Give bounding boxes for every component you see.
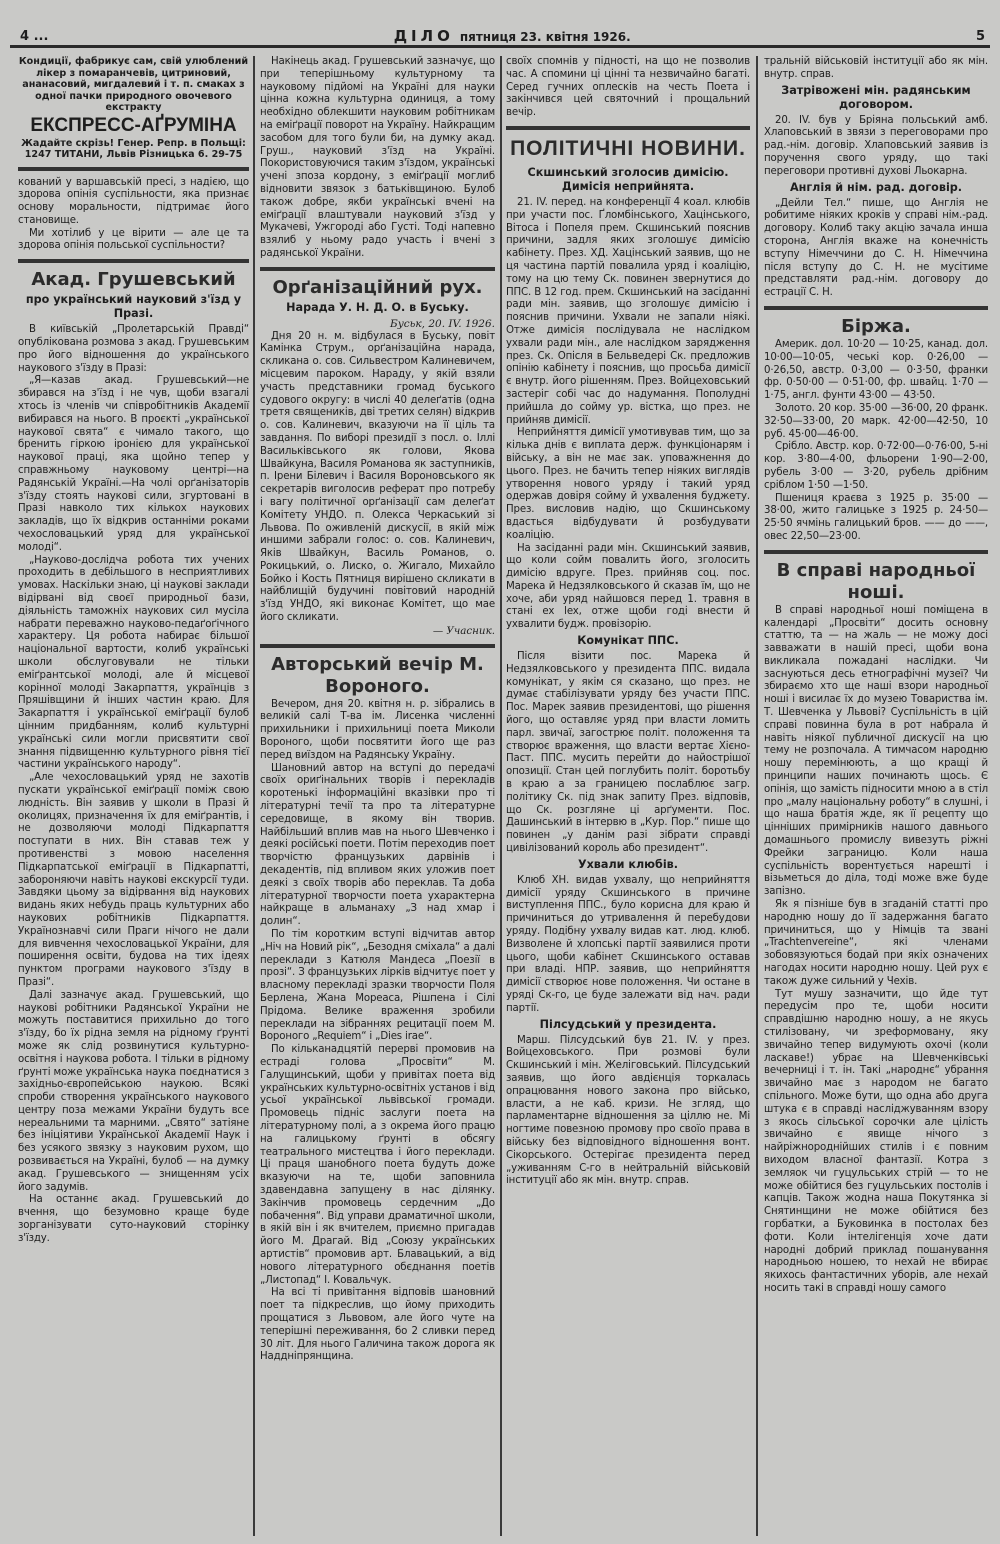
- article-paragraph: Золото. 20 кор. 35·00 —36·00, 20 франк. 32·50—33·00, 20 марк. 42·00—42·50, 10 руб. 45·00—46·00.: [764, 402, 988, 440]
- page-marker-left: 4 ...: [20, 28, 49, 44]
- article-paragraph: Як я пізніше був в згаданій статті про народню ношу до її задержання багато причиниться, що у Німців та звані „Trachtenvereine“, які членами зобовязуються бодай при якіх означених нагодах носити народню ношу. Цей рух є також дуже сильний у Чехів.: [764, 899, 988, 987]
- article-paragraph: 20. IV. був у Бріяна польський амб. Хлаповський в звязи з переговорами про рад.-нім. договір. Хлаповський заявив із поручення свого уряду, що такі переговори противні духові Льокарна.: [764, 114, 988, 177]
- article-paragraph: Марш. Пілсудський був 21. IV. у през. Войцеховського. При розмові були Скшинський і мін. Желіговський. Пілсудський заявив, що його авдієнція торкалась опрацювання нового закона про військо, власти, а не каб. кризи. Не згляд, що парламентарне відношення за ціллю не. Мі ногтиме повезною промову про своїо прaвa в війську без відповідного відношення вонт. Сікорського. Остерігає президента перед „уживанням С-го в нейтральній військовій інституції або як мін. внутр. справ.: [506, 1034, 750, 1187]
- article-paragraph: Дня 20 н. м. відбулася в Буську, повіт Камінка Струм., орґанізаційна нарада, скликана о. сов. Сильвестром Калиневичем, місцевим пароком. Нараду, у якій взяли участь представники громад буського судового округу: в числі 40 делеґатів (одна третя священиків, дві третих селян) відкрив о. сов. Калиневич, вказуючи на її ціль та завдання. По виборі президії з посл. о. Іллі Васильківського як голови, Якова Швайкуна, Василя Романова як заступників, п. Ірени Білевич і Василя Вороновського як секретарів виголосив реферат про потребу і вагу політичної орґанізації сам делеґат Комітету УНДО. п. Олекса Черкаський зі Львова. По оживленій дискусії, в якій між иншими забрали голос: о. сов. Калиневич, Яків Швайкун, Василь Романов, о. Рокицький, о. Лиско, о. Жигало, Михайло Бойко і Кость Пятниця вирішено скликати в найблищій будучині повітовий народній з'їзд УНДО, які виконає Комітет, що мае його скликати.: [260, 330, 495, 624]
- article-subheadline: Пілсудський у президента.: [539, 1017, 717, 1031]
- article-paragraph: Америк. дол. 10·20 — 10·25, канад. дол. 10·00—10·05, чеські кор. 0·26,00 — 0·26,50, австр. 0·3,00 — 0·3·50, франки фр. 0·50·00 — 0·51·00, фр. швайц. 1·70 — 1·75, англ. фунти 43·00 — 43·50.: [764, 338, 988, 402]
- article-paragraph: В справі народньої ноші поміщена в календарі „Просвіти“ досить основну статтю, та — на жаль — не можу досі завважати в нашій пресі, щоби вона викликала пожадані наслідки. Чи заснуються десь етнографічні музеї? Чи збираємо хто ще наші взори народньої ноші і висилає їх до музею Товариства ім. Т. Шевченка у Львові? Суспільність в цій справі повинна була в рот набрала й навіть ніякої публичної дискусії на цю тему не розпочала. А тимчасом народню ношу перемінюють, а що кращі й принципи наших починають щось. Є опінія, що замість підносити мною а в стіл про „малу національну роботу“ в слушні, і що наша братія жде, як її рецепту що цінніших примірників нашого давнього домашнього промислу вивезуть ріжні Фрейки заграницю. Коли наша суспільність ворентується нарешті і візьметься до діла, тоді може вже буде запізно.: [764, 604, 988, 898]
- article-paragraph: Тут мушу зазначити, що йде тут передусім про те, щоби носити справдішню народню ношу, а не якусь стилізовану, чи зреформовану, яку звичайно тепер видумують охочі (коли ласкаве!) убрає на Шевченківські вечерниці і т. ін. Такі „народнє“ убрання звичайно має з народом не багато спільного. Може бути, що одна або друга штука є в справді насліджуванням взору з якось сільської сорочки але цілість звичайно є явище нічого з найріжнороднійших стилів і є повним виходом власної фантазії. Котра з земляок чи гуцульських стрій — то не може обійтися без гуцульських постолів і капців. Також жодна наша Покутянка зі Снятинщини не може обійтися без горбатки, а Буковинка в постолах без фоти. Коли інтелігенція хоче дати народні добрий приклад пошанування народньою ношею, то нехай не вбирає якихось фантастичних уборів, але нехай носить такі в справді ношу самого: [764, 988, 988, 1294]
- section-rule: [764, 550, 988, 554]
- article-paragraph: тральній військовій інституції або як мін. внутр. справ.: [764, 56, 988, 80]
- article-paragraph: „Але чехословацький уряд не захотів пускати української еміґрації поміж свою людність. Він заявив у школи в Празі й околицях, призначення їх для еміґрантів, і не дозволяючи молоді Підкарпаття поступати в них. Він ставав теж у противенстві з мовою населення Підкарпатської еміґрації в Підкарпатті, забороняючи навіть наукові екскурсії туди. Завдяки цьому за відірвання від наукових видань яких небудь праць культурних або наукових робітників Підкарпаття. Українознавчі сили Праги нічого не дали для вивчення чехословацької України, для поширення освіти, будова на тих ідеях пунктом програми наукового з'їзду в Празі“.: [18, 772, 249, 988]
- article-paragraph: Срібло. Австр. кор. 0·72·00—0·76·00, 5-ні кор. 3·80—4·00, фльорени 1·90—2·00, рубель 3·00 — 3·20, рубель дрібним сріблом 1·50 —1·50.: [764, 441, 988, 491]
- section-headline: ПОЛІТИЧНІ НОВИНИ.: [510, 136, 746, 160]
- column-divider: [253, 56, 255, 1536]
- article-signature: — Учасник.: [432, 624, 495, 637]
- article-paragraph: „Я—казав акад. Грушевський—не збирався на з'їзд і не чув, щоби взагалі хтось із членів чи співробітників Академії вибирався на нього. В проєкті „української наукової свята“ є чимало такого, що бренить гіркою іронією для української наукової праці, яка щойно тепер у справжньому науковому центрі—на Радянській Україні.—На чолі орґанізаторів з'їзду стоять наукові сили, згуртовані в Празі навколо тих кількох наукових закладів, що їх відкрив останніми роками чехословацький уряд для української молоді“.: [18, 375, 249, 553]
- column-2: [260, 56, 495, 1364]
- article-headline: Авторський вечір М. Вороного.: [271, 653, 484, 697]
- article-paragraph: Далі зазначує акад. Грушевський, що наукові робітники Радянської України не можуть поставитися прихильно до того з'їзду, бо їх рідна земля на рідному ґрунті може як слід розвинутися культурно-освітня і наукова робота. І тільки в рідному ґрунті може українська наука поєднатися з західньо-європейською наукою. Всякі спроби створення українського наукового центру поза межами України будуть все нереальними та марними. „Свято“ затіяне без ініціятиви Української Академії Наук і без усякого звязку з науковим рухом, що розвивається на Україні, булоб — на думку акад. Грушевського — знищенням усіх його задумів.: [18, 989, 249, 1193]
- article-paragraph: По кільканадцятій перерві промовив на естраді голова „Просвіти“ М. Галущинський, щоби у привітах поета від українських культурно-освітніх установ і від усьої української львівської громади. Промовець підніс заслуги поета на літературному полі, а з окрема його працю на галицькому ґрунті в обсягу театрального мистецтва і його переклади. Ці праця шанобного поета будуть доже вказуючи на те, щоби заповнила здавендавна запущену в нас ділянку. Закінчив промовець сердечним „До побачення“. Від управи драматичної школи, в якій він і як вчителем, приємно пригадав його М. Драгай. Від „Союзу українських артистів“ промовив арт. Блавацький, а від нового літературного обєднання поетів „Листопад“ І. Ковальчук.: [260, 1044, 495, 1286]
- article-paragraph: Накінець акад. Грушевський зазначує, що при теперішньому культурному та науковому підйомі на Україні для науки цінна кожна культурна одиниця, а тому необхідно облекшити науковим робітникам на еміґрації поворот на Україну. Найкращим засобом для того були би, на думку акад. Груш., науковий з'їзд на Україні. Покористовуючися таким з'їздом, українські учені зпоза кордону, з еміґрації моглиб відновити звязок з батьківщиною. Булоб також добре, якби українські вчені на еміґрації влаштували науковий з'їзд у Мукачеві, Ужгороді або Густі. Тоді напевно взялиб у ньому радо участь і вчені з радянської України.: [260, 56, 495, 259]
- section-rule: [18, 167, 249, 171]
- article-paragraph: Пшениця краєва з 1925 р. 35·00 — 38·00, жито галицьке з 1925 р. 24·50—25·50 ячмінь галицький бров. —— до ——, овес 22,50—23·00.: [764, 492, 988, 542]
- article-paragraph: кований у варшавській пресі, з надією, що здорова опінія суспільности, яка признає основу моральности, підтримає його становище.: [18, 176, 249, 226]
- column-divider: [756, 56, 758, 1536]
- article-headline: Акад. Грушевський: [31, 269, 236, 291]
- article-subheadline: Скшинський зголосив димісію. Димісія неприйнята.: [527, 165, 729, 193]
- article-paragraph: „Науково-дослідча робота тих учених проходить в дебільшого в несприятливих умовах. Наскільки знаю, ці наукові заклади відірвані від своєї природньої бази, діяльність таможніх наукових сил мусіла набрати переважно науково-педаґоґічного характеру. Ця робота набирає більшої національної вартости, колиб українські школи обслуговували не тільки еміґрантської молоді, але й місцевої корінної молоді Закарпаття, українців з Пряшівщини й інших частин краю. Для Закарпаття і української еміґрації булоб цінним придбанням, колиб культурні українські сили могли присвятити свої знання підвищенню культурного рівня тієї частини українського народу“.: [18, 554, 249, 771]
- article-paragraph: Клюб ХН. видав ухвалу, що неприйняття димісії уряду Скшинського в причине виступлення ППС., було корисна для краю й причиниться до утривалення й перебудови уряду. Подібну ухвалу видав кат. люд. клюб. Визволене й хлопські партії заявилися проти цього, щоби кабінет Скшинського оставав при владі. НПР. заявив, що неприйняття димісії створює нове положення. Чи остане в уряді Ск-го, це буде залежати від нач. ради партії.: [506, 874, 750, 1014]
- article-headline: В справі народньої ноші.: [776, 559, 976, 603]
- issue-date: пятниця 23. квітня 1926.: [459, 30, 631, 44]
- article-paragraph: Неприйняття димісії умотивував тим, що за кілька днів є виплата держ. функціонарям і війську, а він не має зак. уповажнення до цього. През. не бачить тепер ніяких виглядів утворення нового уряду і такий уряд одержав довіря сойму й ухвалення буджету. През. висловив надію, що Скшинському вдасться відбудувати й розбудувати коаліцію.: [506, 427, 750, 541]
- article-paragraph: 21. IV. перед. на конференції 4 коал. клюбів при участи пос. Ґломбінського, Хацінського, Вітоса і Попеля прем. Скшинський пояснив причини, задля яких зголошує димісію кабінету. През. ХД. Хацінський заявив, що не ця частина партій повалила уряд і коаліцію, тому на цю тему Ск. повинен звернутися до ППС. В 12 год. прем. Скшинський на засіданні ради мін. заявив, що зголошує димісію і пояснив причини. Ухвали не запали ніякі. Отже димісія послідувала не наслідком ухвали ради мін., але наслідком зарядження през. Ск. Опісля в Бельведері Ск. предложив опінію кабінету і пояснив, що просьба димісії є внутр. його рішенням. През. Войцеховський застеріг собі час до надумання. Пополудні прийшла до сойму ур. вістка, що през. не прийняв димісії.: [506, 196, 750, 426]
- article-paragraph: Шановний автор на вступі до передачі своїх ориґінальних творів і перекладів коротенькі інформаційні вказівки про ті літературні течії та про та літературне середовище, в якому він творив. Найбільший вплив мав на нього Шевченко і деякі російські поети. Потім переходив поет творчістю французьких дарвінів і декадентів, під впливом яких уложив поет деякі з своїх творів або переклав. Та доба літературної творчости поета ухарактерна найкраще в альманаху „З над хмар і долин“.: [260, 762, 495, 928]
- article-paragraph: своїх спомнів у підності, на що не позволив час. А спомини ці цінні та незвичайно багаті. Серед гучних оплесків на честь Поета і закінчився цей святочний і прощальний вечір.: [506, 56, 750, 119]
- article-paragraph: Після візити пос. Марека й Недзялковського у президента ППС. видала комунікат, у якім ся сказано, що през. не думає стабілізувати уряду без участи ППС. Пос. Марек заявив президентові, що рішення його, що оставляє уряд при власти ломить парл. звичаї, загострює політ. положення та створює враження, що власти вертає Хієно-Паст. ППС. мусить перейти до найострішої опозиції. Стан цей поглубить політ. боротьбу в краю а за границею послаблює загр. політику Ск. під знак запиту През. відповів, що Ск. розгляне ці арґументи. Пос. Дашинський в інтервю в „Кур. Пор.“ пише що повинен „у данім разі зібрати справді цивілізований король або президент“.: [506, 651, 750, 855]
- masthead: [20, 28, 985, 44]
- section-rule: [260, 644, 495, 648]
- article-subheadline: Ухвали клюбів.: [577, 857, 679, 871]
- article-paragraph: По тім коротким вступі відчитав автор „Ніч на Новий рік“, „Безодня сміхала“ а далі переклади з Катюля Мандеса „Поезії в прозі“. З французьких лірків відчитує поет у власному перекладі зразки творчости Поля Берлена, Жана Мореаса, Рішпена і Сілі Прідома. Велике враження зробили переклади на зібраннях рецитації поем М. Вороного „Requiem“ і „Dies irae“.: [260, 929, 495, 1043]
- section-rule: [18, 259, 249, 263]
- column-3: [506, 56, 750, 1188]
- advertisement-text: Кондиції, фабрикує сам, свій улюблений лікер з помаранчевів, цитриновий, ананасовий, мигдалевий і т. п. смаках з одної пачки природного овочевого екстракту: [18, 56, 249, 113]
- article-paragraph: Вечером, дня 20. квітня н. р. зібрались в великій салі Т-ва ім. Лисенка численні прихильники і прихильниці поета Миколи Вороного, щоби посвятити його ще раз перед виїздом на Радянську Україну.: [260, 698, 495, 761]
- section-rule: [506, 126, 750, 130]
- article-subheadline: Затрівожені мін. радянським договором.: [781, 83, 971, 111]
- article-paragraph: На всі ті привітання відповів шановний поет та підкреслив, що йому приходить прощатися з Львовом, але його чуте на теперішні переживання, бо 2 сливки перед 30 літ. Для нього Галичина також дорога як Наддніпрянщина.: [260, 1287, 495, 1363]
- dateline: Буськ, 20. IV. 1926.: [389, 317, 495, 330]
- header-rule: [10, 45, 990, 48]
- advertisement-text: Жадайте скрізь! Генер. Репр. в Польщі: 1247 ТИТАНИ, Львів Різницька 6. 29-75: [21, 137, 246, 160]
- article-subheadline: про український науковий з'їзд у Празі.: [25, 293, 242, 321]
- article-subheadline: Нарада У. Н. Д. О. в Буську.: [286, 300, 469, 314]
- article-paragraph: На останнє акад. Грушевський до вчення, що безумовно краще буде зорганізувати суто-науковий сторінку з'їзду.: [18, 1194, 249, 1244]
- page-number: 5: [975, 28, 985, 44]
- column-divider: [500, 56, 502, 1536]
- article-paragraph: В київській „Пролетарській Правді“ опублікована розмова з акад. Грушевським про його відношення до українського наукового з'їзду в Празі:: [18, 324, 249, 374]
- article-paragraph: На засіданні ради мін. Скшинський заявив, що коли сойм повалить його, зголосить димісію вдруге. През. прийняв соц. пос. Марека й Недзялковського й сказав їм, що не хоче, аби уряд найшовся перед 1. травня в стані ex lex, отже щоби годі внести й ухвалити будж. провізорію.: [506, 542, 750, 631]
- column-1: [18, 56, 249, 1246]
- article-headline: Біржа.: [841, 315, 911, 337]
- column-4: [764, 56, 988, 1296]
- newspaper-title: ДІЛО: [393, 27, 454, 45]
- article-subheadline: Комунікат ППС.: [577, 634, 679, 648]
- article-headline: Орґанізаційний рух.: [272, 276, 483, 298]
- article-paragraph: Ми хотілиб у це вірити — але це та здорова опінія польської суспільности?: [18, 227, 249, 252]
- article-subheadline: Англія й нім. рад. договір.: [789, 180, 963, 194]
- section-rule: [764, 306, 988, 310]
- article-paragraph: „Дейли Тел.“ пише, що Англія не робитиме ніяких кроків у справі нім.-рад. договору. Колиб таку акцію зачала инша сторона, Англія вкаже на конечність вступу Німеччини до С. Н. Німеччина після вступу до С. Н. не мусітиме представляти рад.-нім. договору до естрації С. Н.: [764, 197, 988, 299]
- section-rule: [260, 267, 495, 271]
- advertisement-brand: ЕКСПРЕСС-АҐРУМІНА: [30, 114, 237, 136]
